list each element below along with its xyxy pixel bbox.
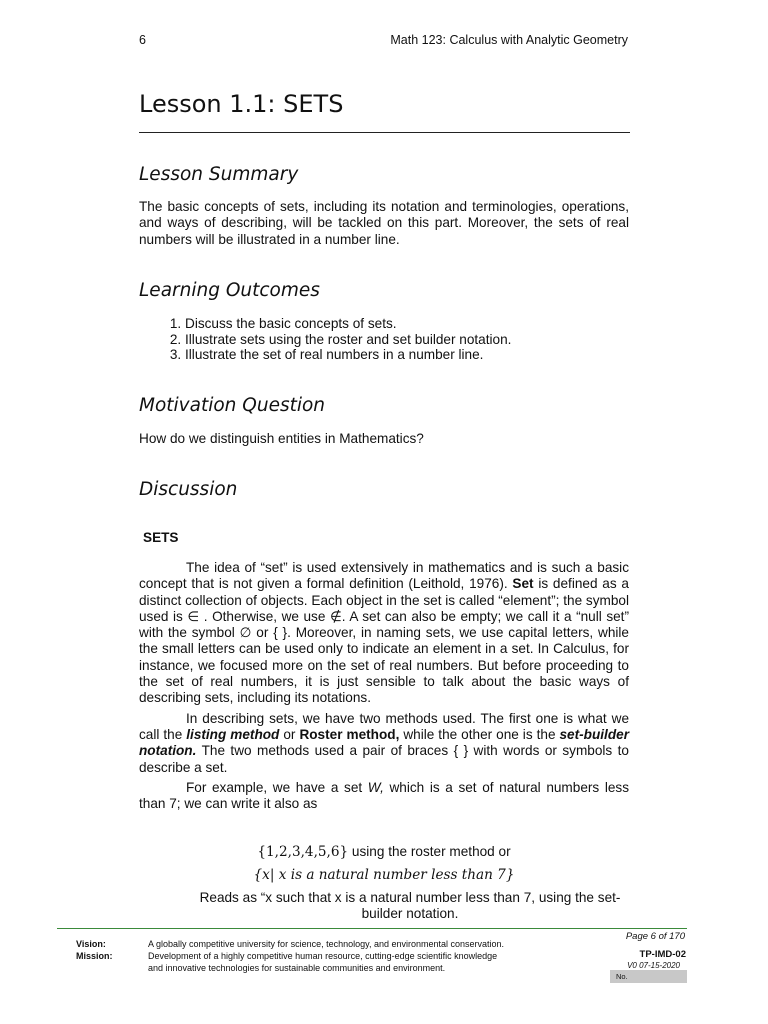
summary-text: The basic concepts of sets, including its notation and terminologies, operations, and ways of describing, will be tackled on this part. Moreover, the sets of real numbers will be illustrated in a number line. <box>139 199 629 247</box>
course-title: Math 123: Calculus with Analytic Geometry <box>390 33 628 47</box>
vision-text: A globally competitive university for science, technology, and environmental conservation. <box>148 939 505 949</box>
reads-as-text: Reads as “x such that x is a natural number less than 7, using the set-builder notation. <box>199 890 621 921</box>
number-field: No. <box>610 970 687 983</box>
discussion-heading: Discussion <box>139 479 238 500</box>
outcome-item: 3. Illustrate the set of real numbers in a number line. <box>185 347 675 363</box>
outcome-item: 1. Discuss the basic concepts of sets. <box>185 316 675 332</box>
page-number: 6 <box>139 33 146 47</box>
outcomes-list <box>139 316 675 363</box>
document-code: TP-IMD-02 <box>639 949 686 960</box>
document-version: V0 07-15-2020 <box>627 961 680 970</box>
outcomes-heading: Learning Outcomes <box>139 280 320 301</box>
paragraph-definition: The idea of “set” is used extensively in mathematics and is such a basic concept that is not given a formal definition (Leithold, 1976). Set is defined as a distinct collection of objects. Each object in the set is called “element”; the symbol used is ∈ . Otherwise, we use ∉. A set can also be empty; we call it a “null set” with the symbol ∅ or { }. Moreover, in naming sets, we use capital letters, while the small letters can be used only to indicate an element in a set. In Calculus, for instance, we focused more on the set of real numbers. But before proceeding to the set of real numbers, it is just sensible to talk about the basic ways of describing sets, including its notations. <box>139 560 629 706</box>
paragraph-methods: In describing sets, we have two methods used. The first one is what we call the listing method or Roster method, while the other one is the set-builder notation. The two methods used a pair of braces { } with words or symbols to describe a set. <box>139 710 629 775</box>
discussion-body <box>139 560 629 812</box>
outcome-item: 2. Illustrate sets using the roster and set builder notation. <box>185 332 675 348</box>
sets-subheading: SETS <box>143 530 179 545</box>
mission-label: Mission: <box>76 951 113 961</box>
mission-text-line2: and innovative technologies for sustainable communities and environment. <box>148 963 446 973</box>
footer-rule <box>57 928 687 929</box>
summary-heading: Lesson Summary <box>139 164 299 185</box>
builder-example: {x| x is a natural number less than 7} <box>253 867 515 883</box>
motivation-heading: Motivation Question <box>139 395 326 416</box>
vision-label: Vision: <box>76 939 106 949</box>
title-rule <box>139 132 630 133</box>
motivation-text: How do we distinguish entities in Mathematics? <box>139 431 424 446</box>
page-count: Page 6 of 170 <box>625 931 685 942</box>
roster-example: {1,2,3,4,5,6} using the roster method or <box>257 844 511 860</box>
lesson-title: Lesson 1.1: SETS <box>139 90 344 118</box>
mission-text-line1: Development of a highly competitive human resource, cutting-edge scientific knowledge <box>148 951 498 961</box>
paragraph-example: For example, we have a set W, which is a set of natural numbers less than 7; we can write it also as <box>139 779 629 812</box>
